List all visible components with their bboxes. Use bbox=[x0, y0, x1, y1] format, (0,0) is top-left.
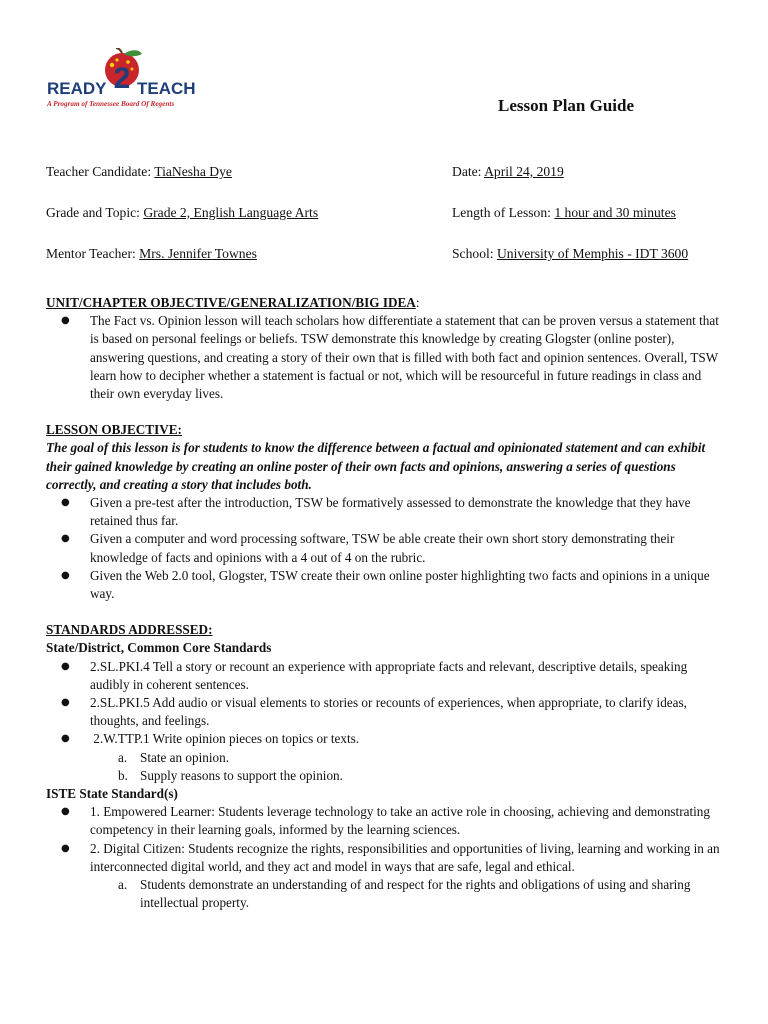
doc-title: Lesson Plan Guide bbox=[498, 96, 635, 115]
logo-ready: READY bbox=[47, 79, 107, 98]
sub-text: Students demonstrate an understanding of and respect for the rights and obligations of using and sharing intellectual property. bbox=[140, 877, 691, 911]
list-item: ● Given a pre-test after the introduction, TSW be formatively assessed to demonstrate the knowledge that they have retained thus far. bbox=[90, 494, 728, 530]
list-item bbox=[90, 730, 728, 785]
date-field bbox=[452, 164, 564, 180]
state-standards-subhead: State/District, Common Core Standards bbox=[46, 640, 272, 656]
sub-marker: a. bbox=[118, 877, 128, 893]
ready2teach-logo bbox=[46, 48, 196, 116]
lesson-objective-list bbox=[46, 494, 728, 603]
iste-standards-list bbox=[46, 803, 728, 912]
date-value: April 24, 2019 bbox=[484, 164, 564, 179]
school-value: University of Memphis - IDT 3600 bbox=[496, 246, 689, 261]
list-item bbox=[90, 840, 728, 913]
list-item: ● 2.SL.PKI.5 Add audio or visual elements to stories or recounts of experiences, when appropriate, to clarify ideas, thoughts, and feelings. bbox=[90, 694, 728, 730]
length-label: Length of Lesson: bbox=[452, 205, 551, 220]
list-item: ● 2.SL.PKI.4 Tell a story or recount an experience with appropriate facts and relevant, descriptive details, speaking audibly in coherent sentences. bbox=[90, 658, 728, 694]
list-item: ● The Fact vs. Opinion lesson will teach scholars how differentiate a statement that can be proven versus a statement that is based on personal feelings or beliefs. TSW demonstrate this knowledge by creating Glogster (online poster), answering questions, and creating a story of their own that is filled with both fact and opinion sentences. Overall, TSW learn how to decipher whether a statement is factual or not, which will be resourceful in future readings in class and their own everyday lives. bbox=[90, 312, 728, 403]
list-item: ● Given a computer and word processing software, TSW be able create their own short story demonstrating their knowledge of facts and opinions with a 4 out of 4 on the rubric. bbox=[90, 530, 728, 566]
logo-tagline: A Program of Tennessee Board Of Regents bbox=[47, 100, 175, 108]
lesson-goal: The goal of this lesson is for students to know the difference between a factual and opinionated statement and can exhibit their gained knowledge by creating an online poster of their own facts and opinions, answering a series of questions correctly, and creating a story that includes both. bbox=[46, 440, 706, 492]
sub-marker: b. bbox=[118, 767, 128, 783]
mentor-field bbox=[46, 246, 257, 262]
sub-marker: a. bbox=[118, 749, 128, 765]
sub-text: Supply reasons to support the opinion. bbox=[140, 767, 343, 783]
unit-objective-list bbox=[46, 312, 728, 403]
sub-list-item bbox=[118, 876, 728, 912]
sub-text: State an opinion. bbox=[140, 749, 230, 765]
state-sub-list bbox=[90, 749, 728, 785]
list-item: ● 1. Empowered Learner: Students leverage technology to take an active role in choosing, achieving and demonstrating competency in their learning goals, informed by the learning sciences. bbox=[90, 803, 728, 839]
lesson-objective-heading: LESSON OBJECTIVE: bbox=[46, 422, 182, 438]
list-item-text: 2.W.TTP.1 Write opinion pieces on topics or texts. bbox=[90, 731, 360, 747]
grade-value: Grade 2, English Language Arts bbox=[143, 205, 319, 220]
list-item-text: 2. Digital Citizen: Students recognize the rights, responsibilities and opportunities of living, learning and working in an interconnected digital world, and they act and model in ways that are safe, legal and ethical. bbox=[90, 840, 720, 874]
iste-sub-list bbox=[90, 876, 728, 912]
grade-label: Grade and Topic: bbox=[46, 205, 140, 220]
length-value: 1 hour and 30 minutes bbox=[554, 205, 676, 220]
school-field bbox=[452, 246, 688, 262]
sub-list-item bbox=[118, 767, 728, 785]
unit-objective-heading-row bbox=[46, 294, 728, 312]
unit-objective-heading: UNIT/CHAPTER OBJECTIVE/GENERALIZATION/BIG IDEA bbox=[46, 295, 416, 310]
grade-topic-field bbox=[46, 205, 318, 221]
logo-teach: TEACH bbox=[137, 79, 196, 98]
school-label: School: bbox=[452, 246, 494, 261]
unit-objective-colon: : bbox=[415, 295, 420, 310]
list-item: ● Given the Web 2.0 tool, Glogster, TSW create their own online poster highlighting two facts and opinions in a unique way. bbox=[90, 567, 728, 603]
teacher-value: TiaNesha Dye bbox=[154, 164, 232, 179]
mentor-label: Mentor Teacher: bbox=[46, 246, 136, 261]
teacher-label: Teacher Candidate: bbox=[46, 164, 152, 179]
date-label: Date: bbox=[452, 164, 482, 179]
lesson-content bbox=[46, 294, 728, 913]
length-field bbox=[452, 205, 676, 221]
state-standards-list bbox=[46, 658, 728, 785]
teacher-candidate-field bbox=[46, 164, 232, 180]
standards-heading: STANDARDS ADDRESSED: bbox=[46, 622, 213, 638]
mentor-value: Mrs. Jennifer Townes bbox=[139, 246, 257, 261]
iste-standards-subhead: ISTE State Standard(s) bbox=[46, 786, 178, 802]
sub-list-item bbox=[118, 749, 728, 767]
logo-two: 2 bbox=[113, 62, 131, 95]
